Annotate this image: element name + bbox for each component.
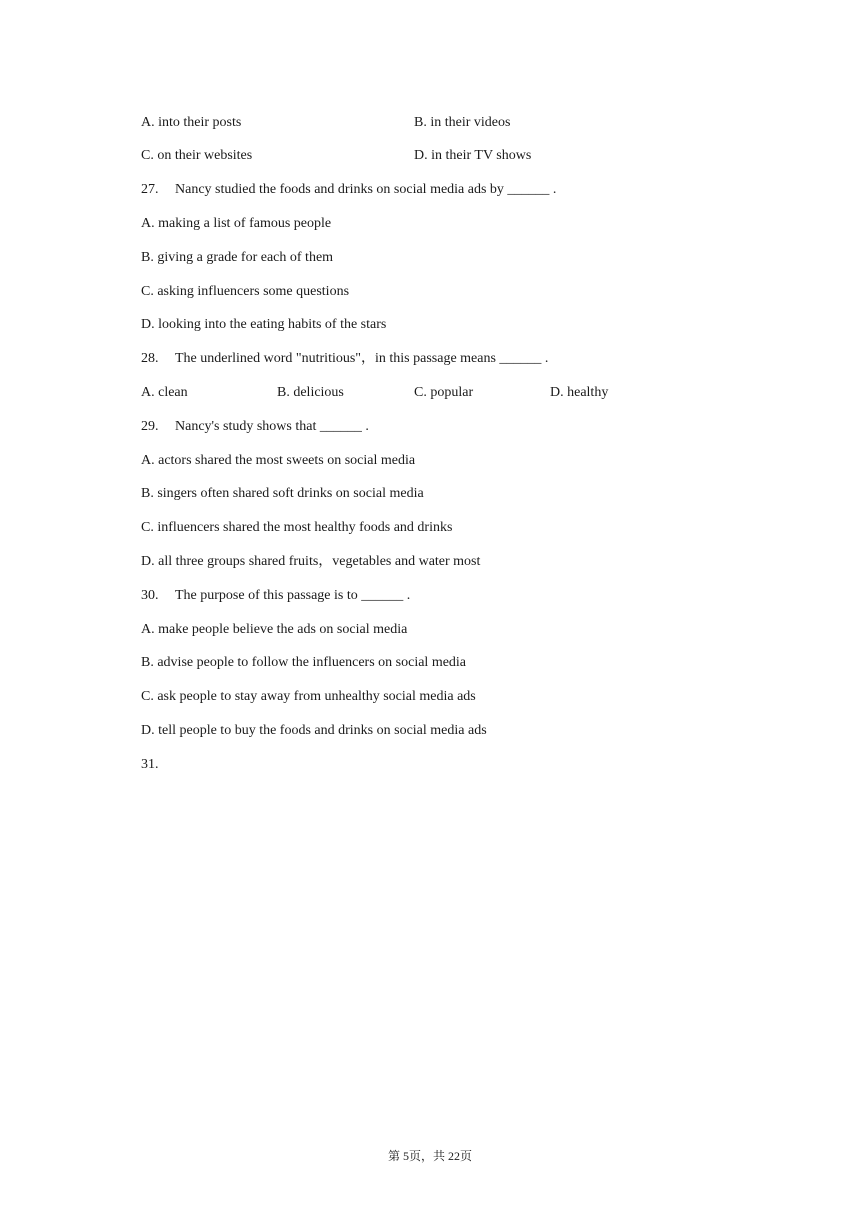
q29-stem-text: Nancy's study shows that ______ .: [175, 419, 369, 434]
q26-option-d: D. in their TV shows: [414, 148, 532, 163]
q31-number: 31.: [141, 757, 159, 772]
q30-option-b: B. advise people to follow the influencers on social media: [141, 655, 467, 670]
q30-stem-text: The purpose of this passage is to ______ .: [175, 588, 411, 603]
q28-options-row: [141, 384, 701, 402]
page-footer: 第 5页，共 22页: [387, 1149, 472, 1163]
q29-option-a: A. actors shared the most sweets on social media: [141, 453, 416, 468]
q28-option-a: A. clean: [141, 385, 188, 400]
q27-option-b: B. giving a grade for each of them: [141, 250, 334, 265]
q30-option-d: D. tell people to buy the foods and drinks on social media ads: [141, 723, 487, 738]
q27-stem-text: Nancy studied the foods and drinks on social media ads by ______ .: [175, 182, 557, 197]
q26-options-row-1: [141, 114, 701, 132]
q30-option-a: A. make people believe the ads on social media: [141, 622, 408, 637]
q30-stem: [141, 587, 410, 605]
q26-option-b: B. in their videos: [414, 115, 511, 130]
q29-option-c: C. influencers shared the most healthy foods and drinks: [141, 520, 453, 535]
q31-stem: [141, 756, 159, 774]
q28-stem: [141, 350, 548, 368]
q26-option-c: C. on their websites: [141, 148, 253, 163]
q28-number: 28.: [141, 351, 159, 366]
q26-options-row-2: [141, 147, 701, 165]
q29-stem: [141, 418, 369, 436]
q30-option-c: C. ask people to stay away from unhealthy social media ads: [141, 689, 476, 704]
q29-option-b: B. singers often shared soft drinks on social media: [141, 486, 424, 501]
q27-stem: [141, 181, 556, 199]
q29-option-d: D. all three groups shared fruits，vegetables and water most: [141, 554, 481, 569]
q27-option-c: C. asking influencers some questions: [141, 284, 350, 299]
q30-number: 30.: [141, 588, 159, 603]
q28-option-d: D. healthy: [550, 385, 609, 400]
q26-option-a: A. into their posts: [141, 115, 242, 130]
q27-option-d: D. looking into the eating habits of the stars: [141, 317, 387, 332]
q27-option-a: A. making a list of famous people: [141, 216, 332, 231]
q29-number: 29.: [141, 419, 159, 434]
q27-number: 27.: [141, 182, 159, 197]
q28-option-c: C. popular: [414, 385, 474, 400]
q28-stem-text: The underlined word "nutritious"，in this passage means ______ .: [175, 351, 549, 366]
q28-option-b: B. delicious: [277, 385, 344, 400]
